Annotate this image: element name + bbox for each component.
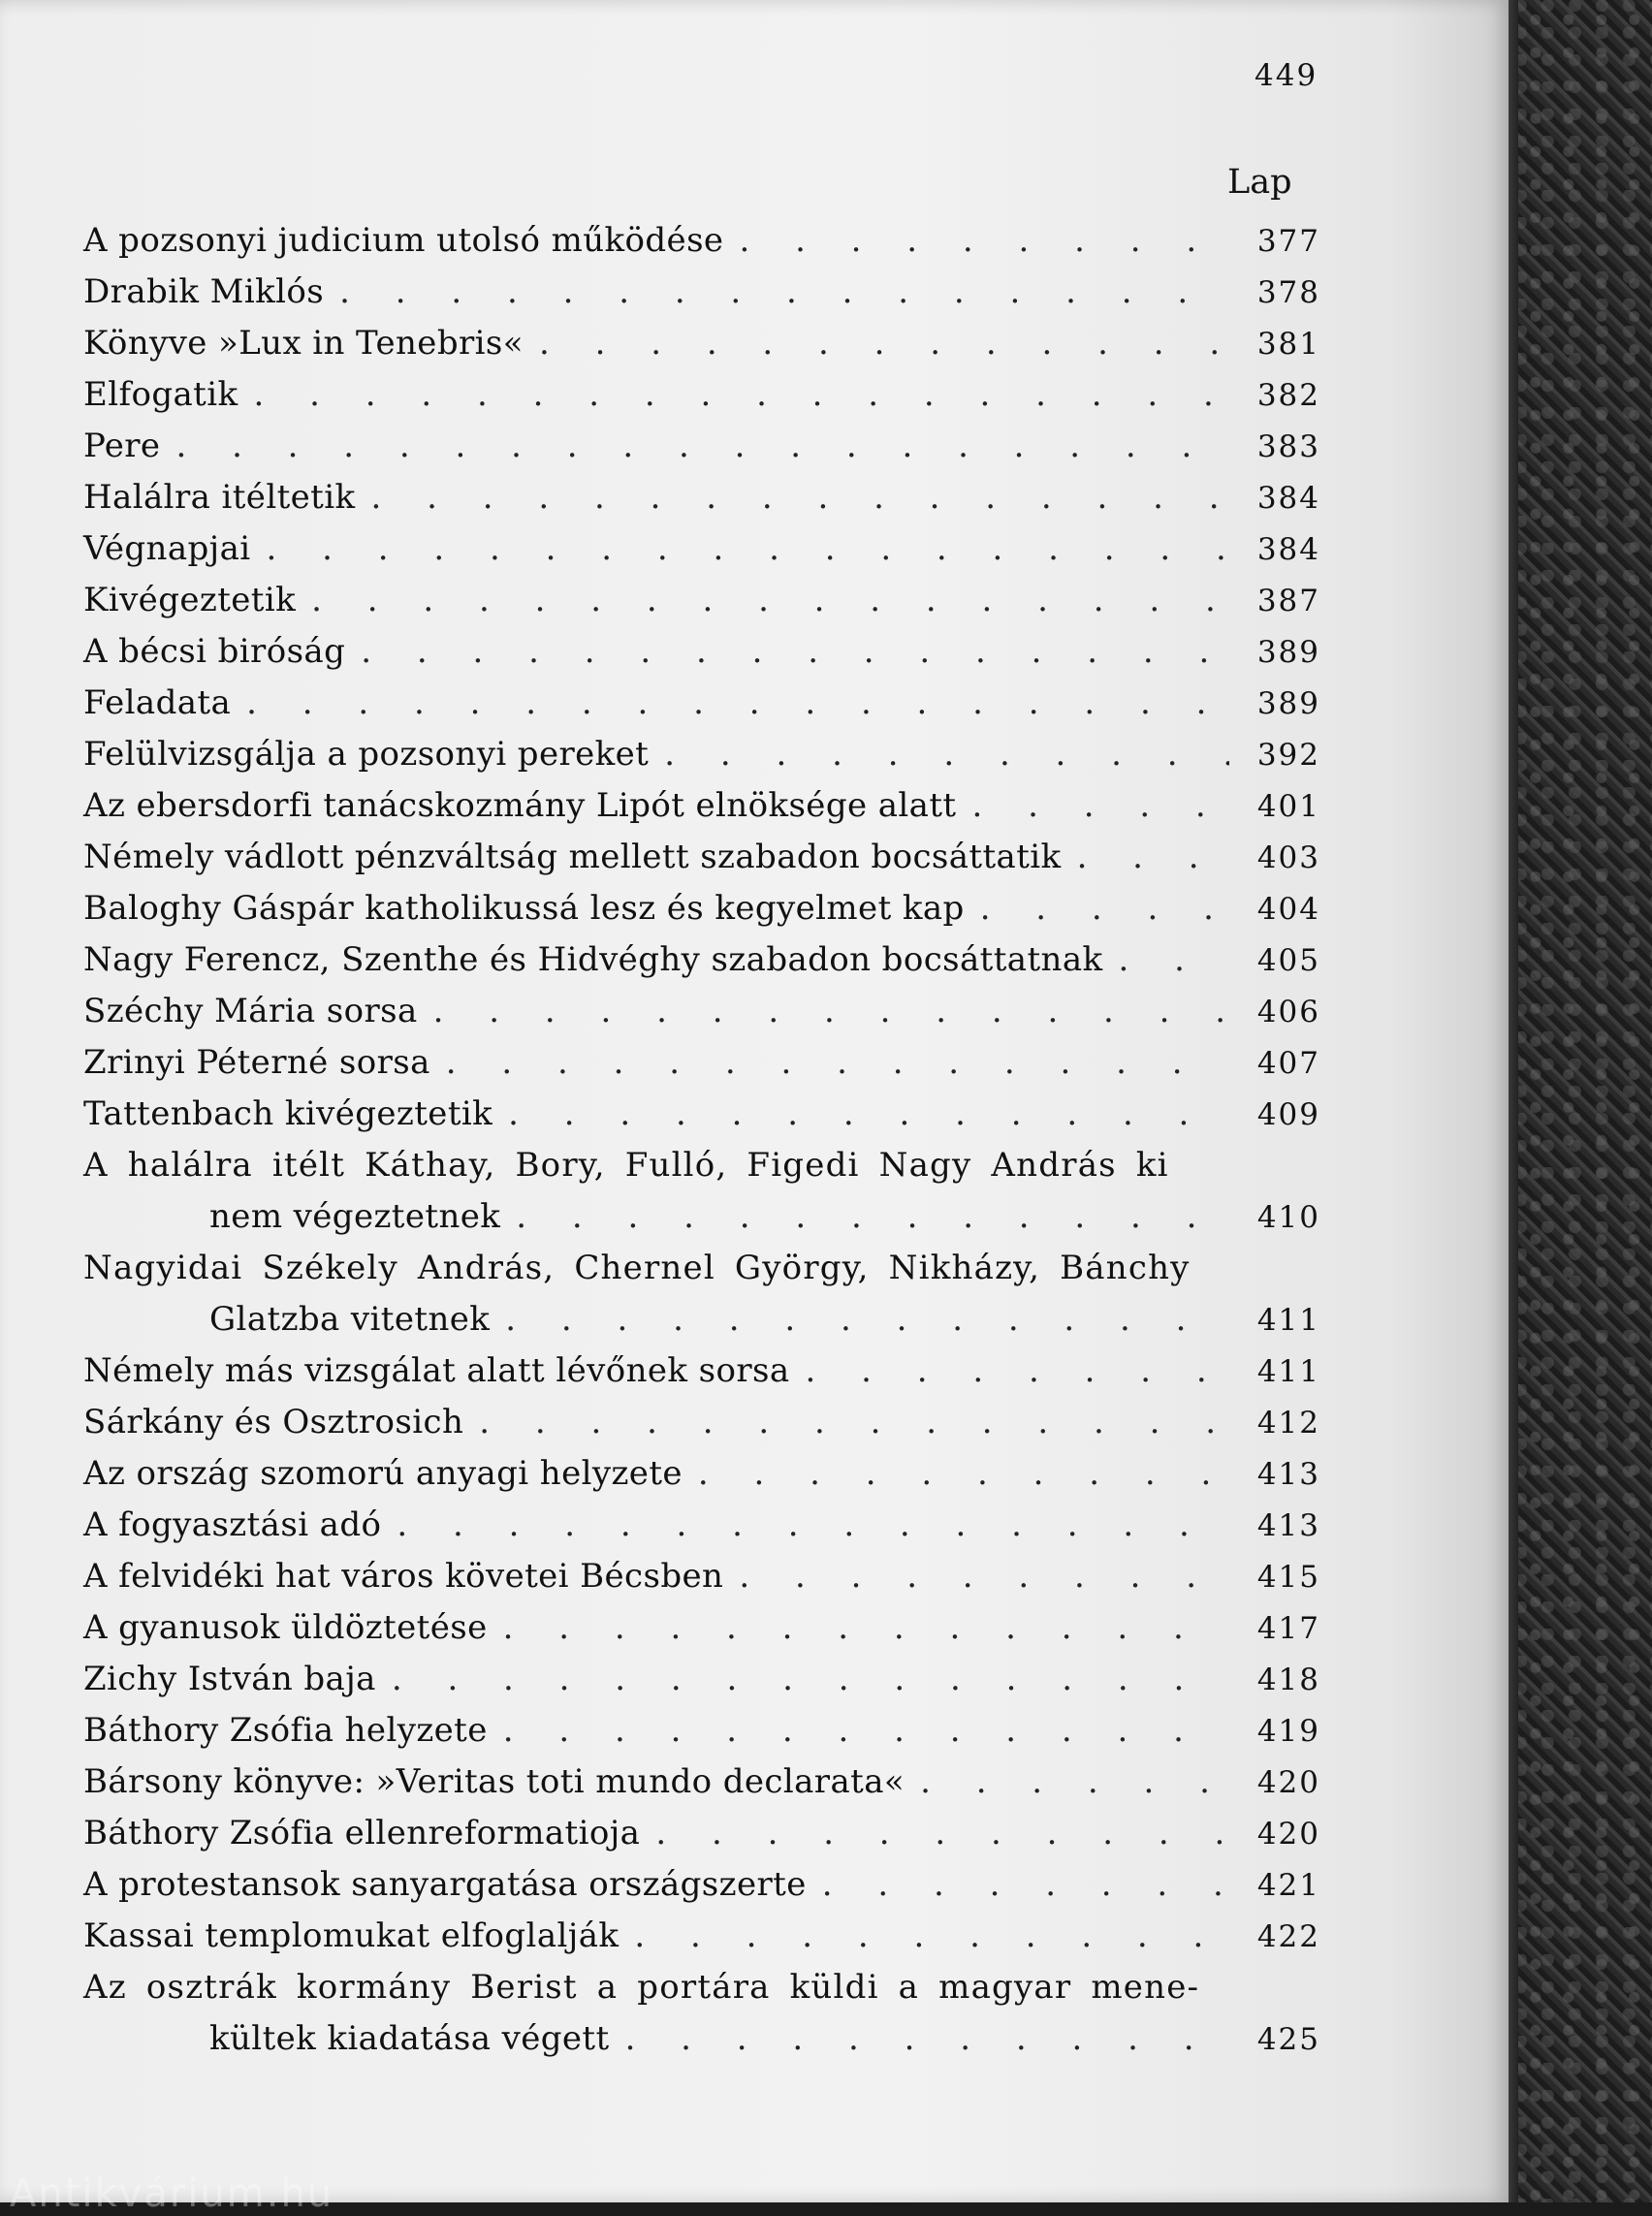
leader-dots (1119, 934, 1229, 986)
toc-entry-title: Nagyidai Székely András, Chernel György, Nikházy, Bánchy (83, 1249, 1191, 1287)
toc-entry (83, 1500, 1320, 1551)
toc-entry-title: Kivégeztetik (83, 581, 297, 619)
toc-entry (83, 1448, 1320, 1500)
leader-dots (539, 318, 1229, 369)
toc-entry (83, 1654, 1320, 1705)
toc-entry-page: 409 (1256, 1097, 1320, 1132)
toc-entry-title: A pozsonyi judicium utolsó működése (83, 221, 724, 260)
toc-entry-title: Halálra itéltetik (83, 478, 356, 517)
toc-entry-page: 387 (1256, 584, 1320, 618)
toc-entry (83, 575, 1320, 626)
leader-dots (433, 986, 1229, 1037)
toc-entry-page: 377 (1256, 224, 1320, 259)
leader-dots (392, 1654, 1229, 1705)
toc-entry-page: 392 (1256, 738, 1320, 773)
toc-entry-page: 415 (1256, 1560, 1320, 1595)
toc-entry-page: 406 (1256, 995, 1320, 1029)
page-number: 449 (1255, 58, 1318, 93)
toc-entry-title: A protestansok sanyargatása országszerte (83, 1865, 807, 1904)
leader-dots (625, 2013, 1229, 2065)
leader-dots (664, 729, 1229, 780)
toc-entry-page: 421 (1256, 1868, 1320, 1903)
toc-entry-title: Felülvizsgálja a pozsonyi pereket (83, 735, 650, 774)
toc-entry-title: Végnapjai (83, 529, 251, 568)
toc-entry-page: 417 (1256, 1611, 1320, 1646)
toc-entry-page: 382 (1256, 378, 1320, 413)
toc-entry-title-continuation: nem végeztetnek (209, 1197, 501, 1236)
leader-dots (980, 883, 1229, 934)
toc-entry (83, 472, 1320, 523)
toc-entry (83, 369, 1320, 421)
toc-entry (83, 1397, 1320, 1448)
toc-entry (83, 883, 1320, 934)
toc-entry-title: Báthory Zsófia ellenreformatioja (83, 1814, 641, 1852)
toc-entry-title: A felvidéki hat város követei Bécsben (83, 1557, 724, 1596)
toc-entry-page: 383 (1256, 429, 1320, 464)
toc-entry-page: 381 (1256, 327, 1320, 362)
toc-entry-page: 389 (1256, 635, 1320, 670)
toc-entry-title: Az osztrák kormány Berist a portára küldi a magyar mene- (83, 1968, 1200, 2007)
toc-entry (83, 1962, 1320, 2065)
toc-entry-page: 411 (1256, 1354, 1320, 1389)
toc-entry-page: 404 (1256, 892, 1320, 927)
leader-dots (371, 472, 1229, 523)
toc-entry-title: Zrinyi Péterné sorsa (83, 1043, 430, 1082)
toc-entry-page: 410 (1256, 1200, 1320, 1235)
toc-entry (83, 523, 1320, 575)
leader-dots (339, 267, 1229, 318)
leader-dots (971, 780, 1229, 832)
leader-dots (739, 1551, 1229, 1602)
toc-entry-page: 407 (1256, 1046, 1320, 1081)
toc-entry-page: 413 (1256, 1457, 1320, 1492)
toc-entry (83, 1859, 1320, 1911)
toc-entry-title: Elfogatik (83, 375, 238, 414)
toc-entry-title: Az ország szomorú anyagi helyzete (83, 1454, 683, 1493)
toc-entry-title: Feladata (83, 683, 232, 722)
toc-entry-page: 378 (1256, 275, 1320, 310)
toc-entry (83, 1243, 1320, 1345)
toc-entry (83, 626, 1320, 678)
toc-entry-title: Az ebersdorfi tanácskozmány Lipót elnöksége alatt (83, 786, 957, 825)
toc-entry-title: A gyanusok üldöztetése (83, 1608, 488, 1647)
toc-entry-page: 384 (1256, 532, 1320, 567)
toc-entry (83, 1345, 1320, 1397)
book-cover-board (1512, 0, 1652, 2202)
toc-entry (83, 1037, 1320, 1089)
toc-entry-page: 422 (1256, 1919, 1320, 1954)
leader-dots (503, 1602, 1229, 1654)
toc-entry-page: 418 (1256, 1662, 1320, 1697)
toc-entry (83, 832, 1320, 883)
leader-dots (1077, 832, 1229, 883)
toc-entry (83, 934, 1320, 986)
toc-entry-continuation-line (83, 2013, 1320, 2065)
toc-entry-page: 411 (1256, 1303, 1320, 1338)
toc-entry-page: 420 (1256, 1817, 1320, 1852)
toc-entry-page: 401 (1256, 789, 1320, 824)
leader-dots (920, 1757, 1229, 1808)
toc-entry-page: 384 (1256, 481, 1320, 516)
toc-entry (83, 1602, 1320, 1654)
toc-entry-title: A halálra itélt Káthay, Bory, Fulló, Figedi Nagy András ki (83, 1146, 1169, 1185)
leader-dots (505, 1294, 1229, 1345)
leader-dots (822, 1859, 1229, 1911)
toc-entry-title: Kassai templomukat elfoglalják (83, 1916, 620, 1955)
toc-entry (83, 318, 1320, 369)
toc-entry-continuation-line (83, 1191, 1320, 1243)
toc-entry-title: A bécsi biróság (83, 632, 346, 671)
toc-entry (83, 678, 1320, 729)
toc-entry (83, 421, 1320, 472)
toc-entry-page: 405 (1256, 943, 1320, 978)
toc-entry-title: Bársony könyve: »Veritas toti mundo declarata« (83, 1762, 905, 1801)
toc-entry-page: 389 (1256, 686, 1320, 721)
leader-dots (503, 1705, 1229, 1757)
toc-entry (83, 780, 1320, 832)
toc-entry-title: A fogyasztási adó (83, 1505, 382, 1544)
leader-dots (508, 1089, 1229, 1140)
leader-dots (397, 1500, 1229, 1551)
toc-entry-page: 425 (1256, 2022, 1320, 2057)
leader-dots (806, 1345, 1229, 1397)
toc-entry (83, 729, 1320, 780)
toc-entry-page: 403 (1256, 840, 1320, 875)
toc-entry (83, 1757, 1320, 1808)
leader-dots (516, 1191, 1229, 1243)
toc-entry-title: Baloghy Gáspár katholikussá lesz és kegyelmet kap (83, 889, 965, 928)
toc-entry (83, 215, 1320, 267)
toc-entry-continuation-line (83, 1294, 1320, 1345)
leader-dots (634, 1911, 1229, 1962)
toc-entry-title: Báthory Zsófia helyzete (83, 1711, 488, 1750)
toc-entry-page: 413 (1256, 1508, 1320, 1543)
toc-entry-title: Széchy Mária sorsa (83, 992, 418, 1030)
toc-entry (83, 267, 1320, 318)
toc-entry (83, 1089, 1320, 1140)
toc-entry-title: Pere (83, 427, 161, 465)
column-header-lap: Lap (1227, 163, 1292, 202)
toc-entry-title: Zichy István baja (83, 1660, 376, 1698)
toc-entry (83, 1551, 1320, 1602)
toc-entry-title-continuation: Glatzba vitetnek (209, 1300, 491, 1339)
toc-entry-title-continuation: kültek kiadatása végett (209, 2019, 610, 2058)
toc-entry-title: Tattenbach kivégeztetik (83, 1094, 493, 1133)
leader-dots (311, 575, 1229, 626)
leader-dots (479, 1397, 1229, 1448)
leader-dots (446, 1037, 1229, 1089)
toc-entry (83, 1808, 1320, 1859)
toc-entry-page: 412 (1256, 1406, 1320, 1440)
leader-dots (655, 1808, 1229, 1859)
toc-entry-page: 420 (1256, 1765, 1320, 1800)
table-of-contents (83, 215, 1320, 2065)
toc-entry (83, 1140, 1320, 1243)
toc-entry-title: Könyve »Lux in Tenebris« (83, 324, 524, 363)
toc-entry-title: Drabik Miklós (83, 272, 325, 311)
leader-dots (739, 215, 1229, 267)
toc-entry-title: Sárkány és Osztrosich (83, 1403, 464, 1441)
toc-entry-title: Némely vádlott pénzváltság mellett szabadon bocsáttatik (83, 838, 1062, 876)
toc-entry (83, 1911, 1320, 1962)
leader-dots (246, 678, 1229, 729)
toc-entry (83, 986, 1320, 1037)
leader-dots (361, 626, 1229, 678)
toc-entry-title: Némely más vizsgálat alatt lévőnek sorsa (83, 1351, 790, 1390)
leader-dots (267, 523, 1229, 575)
leader-dots (698, 1448, 1229, 1500)
toc-entry-page: 419 (1256, 1714, 1320, 1749)
toc-entry (83, 1705, 1320, 1757)
watermark-text: Antikvárium.hu (10, 2171, 334, 2216)
leader-dots (254, 369, 1229, 421)
toc-entry-title: Nagy Ferencz, Szenthe és Hidvéghy szabadon bocsáttatnak (83, 940, 1103, 979)
leader-dots (175, 421, 1229, 472)
